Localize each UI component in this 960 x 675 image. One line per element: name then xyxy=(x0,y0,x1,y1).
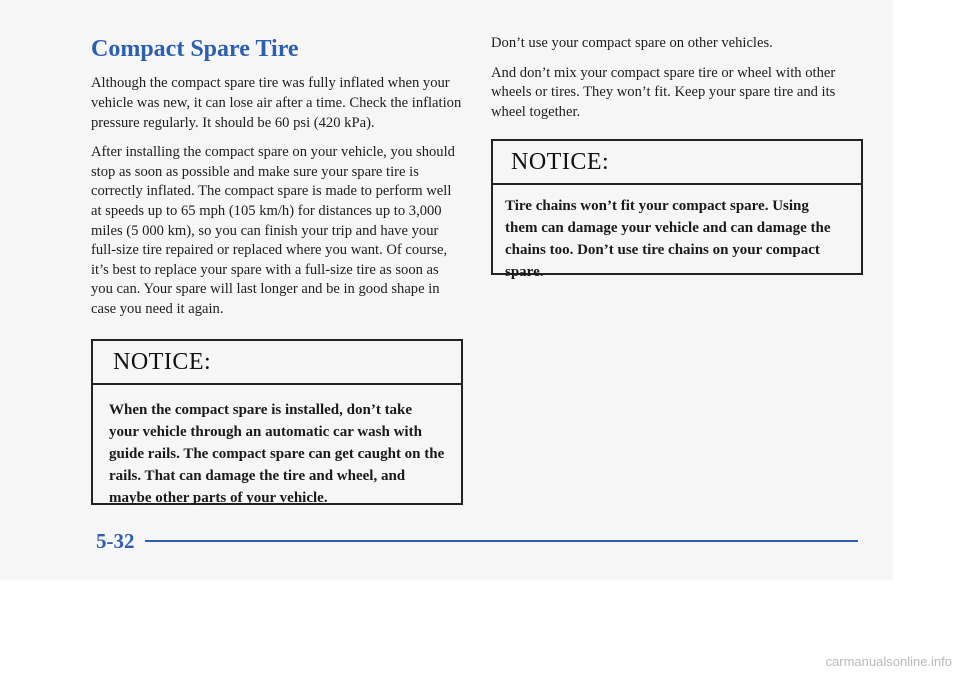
other-vehicles-paragraph: Don’t use your compact spare on other vehicles. xyxy=(491,35,773,51)
left-column xyxy=(91,30,463,330)
dont-mix-paragraph: And don’t mix your compact spare tire or wheel with other wheels or tires. They won’t fit. Keep your spare tire and its wheel together. xyxy=(491,64,836,120)
watermark-text: carmanualsonline.info xyxy=(825,654,952,669)
notice-heading: NOTICE: xyxy=(493,141,861,185)
after-installing-paragraph: After installing the compact spare on your vehicle, you should stop as soon as possible and make sure your spare tire is correctly inflated. The compact spare is made to perform well at speeds up to 65 mph (105 km/h) for distances up to 3,000 miles (5 000 km), so you can finish your trip and have your full-size tire repaired or replaced where you want. Of course, it’s best to replace your spare with a full-size tire as soon as you can. Your spare will last longer and be in good shape in case you need it again. xyxy=(91,144,455,317)
section-title: Compact Spare Tire xyxy=(91,36,299,62)
page-number: 5-32 xyxy=(96,529,135,553)
car-wash-notice-box xyxy=(91,339,463,505)
notice-body: Tire chains won’t fit your compact spare. Using them can damage your vehicle and can damage the chains too. Don’t use tire chains on your compact spare. xyxy=(505,198,831,280)
inflation-paragraph: Although the compact spare tire was fully inflated when your vehicle was new, it can lose air after a time. Check the inflation pressure regularly. It should be 60 psi (420 kPa). xyxy=(91,75,462,131)
notice-heading: NOTICE: xyxy=(93,341,461,385)
tire-chains-notice-box xyxy=(491,139,863,280)
right-column xyxy=(491,34,865,132)
notice-body: When the compact spare is installed, don’t take your vehicle through an automatic car wash with guide rails. The compact spare can get caught on the rails. That can damage the tire and wheel, and maybe other parts of your vehicle. xyxy=(109,402,445,506)
footer-divider xyxy=(145,540,858,542)
